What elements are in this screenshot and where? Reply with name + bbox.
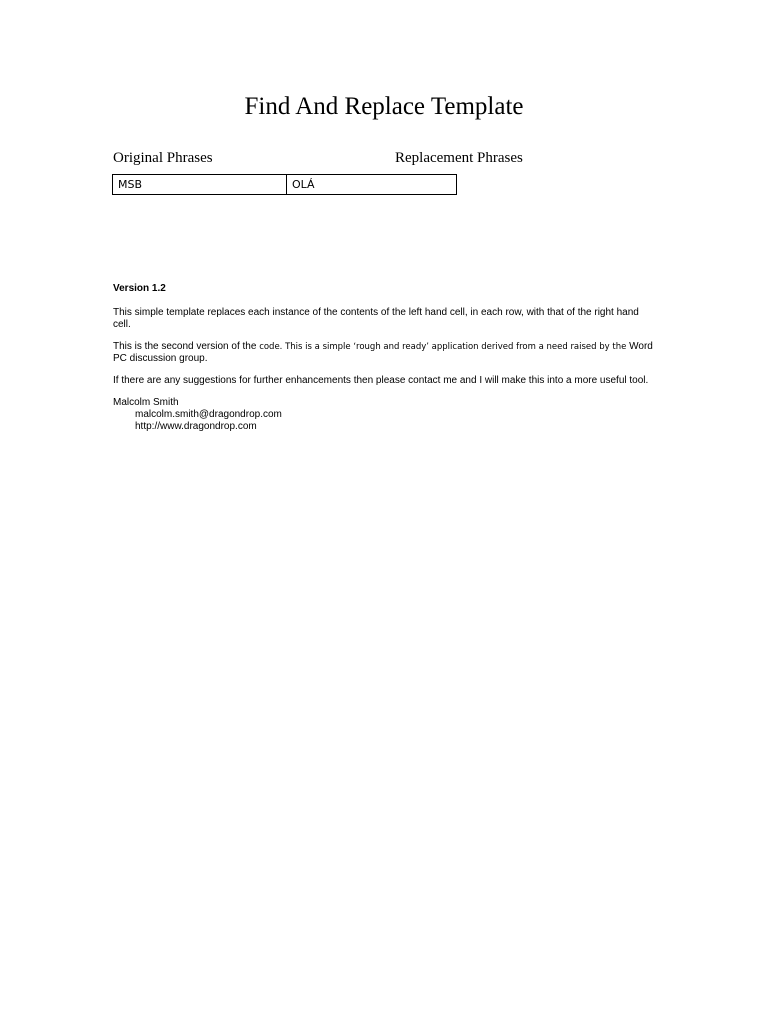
replacement-phrases-header: Replacement Phrases [395,150,523,166]
version-note-paragraph [113,341,658,365]
author-url[interactable]: http://www.dragondrop.com [135,421,257,432]
suggestions-paragraph: If there are any suggestions for further enhancements then please contact me and I will make this into a more useful tool. [113,375,649,386]
author-name: Malcolm Smith [113,397,179,408]
original-phrase-cell[interactable]: MSB [113,175,287,195]
version-label: Version 1.2 [113,283,166,294]
version-note-start: This is the second version of the [113,341,260,352]
author-block [113,397,658,433]
original-phrases-header: Original Phrases [113,150,213,166]
version-note-code: code. This is a simple ‘rough and ready’ application derived from a need raised by the [259,342,627,352]
description-paragraph: This simple template replaces each instance of the contents of the left hand cell, in each row, with that of the right hand cell. [113,307,639,330]
notes-section [113,283,658,433]
document-title: Find And Replace Template [244,93,524,120]
author-email[interactable]: malcolm.smith@dragondrop.com [135,409,282,420]
version-note-end: Word PC discussion group. [113,341,653,364]
table-row [113,175,457,195]
phrase-table [112,174,457,195]
replacement-phrase-cell[interactable]: OLÁ [287,175,457,195]
